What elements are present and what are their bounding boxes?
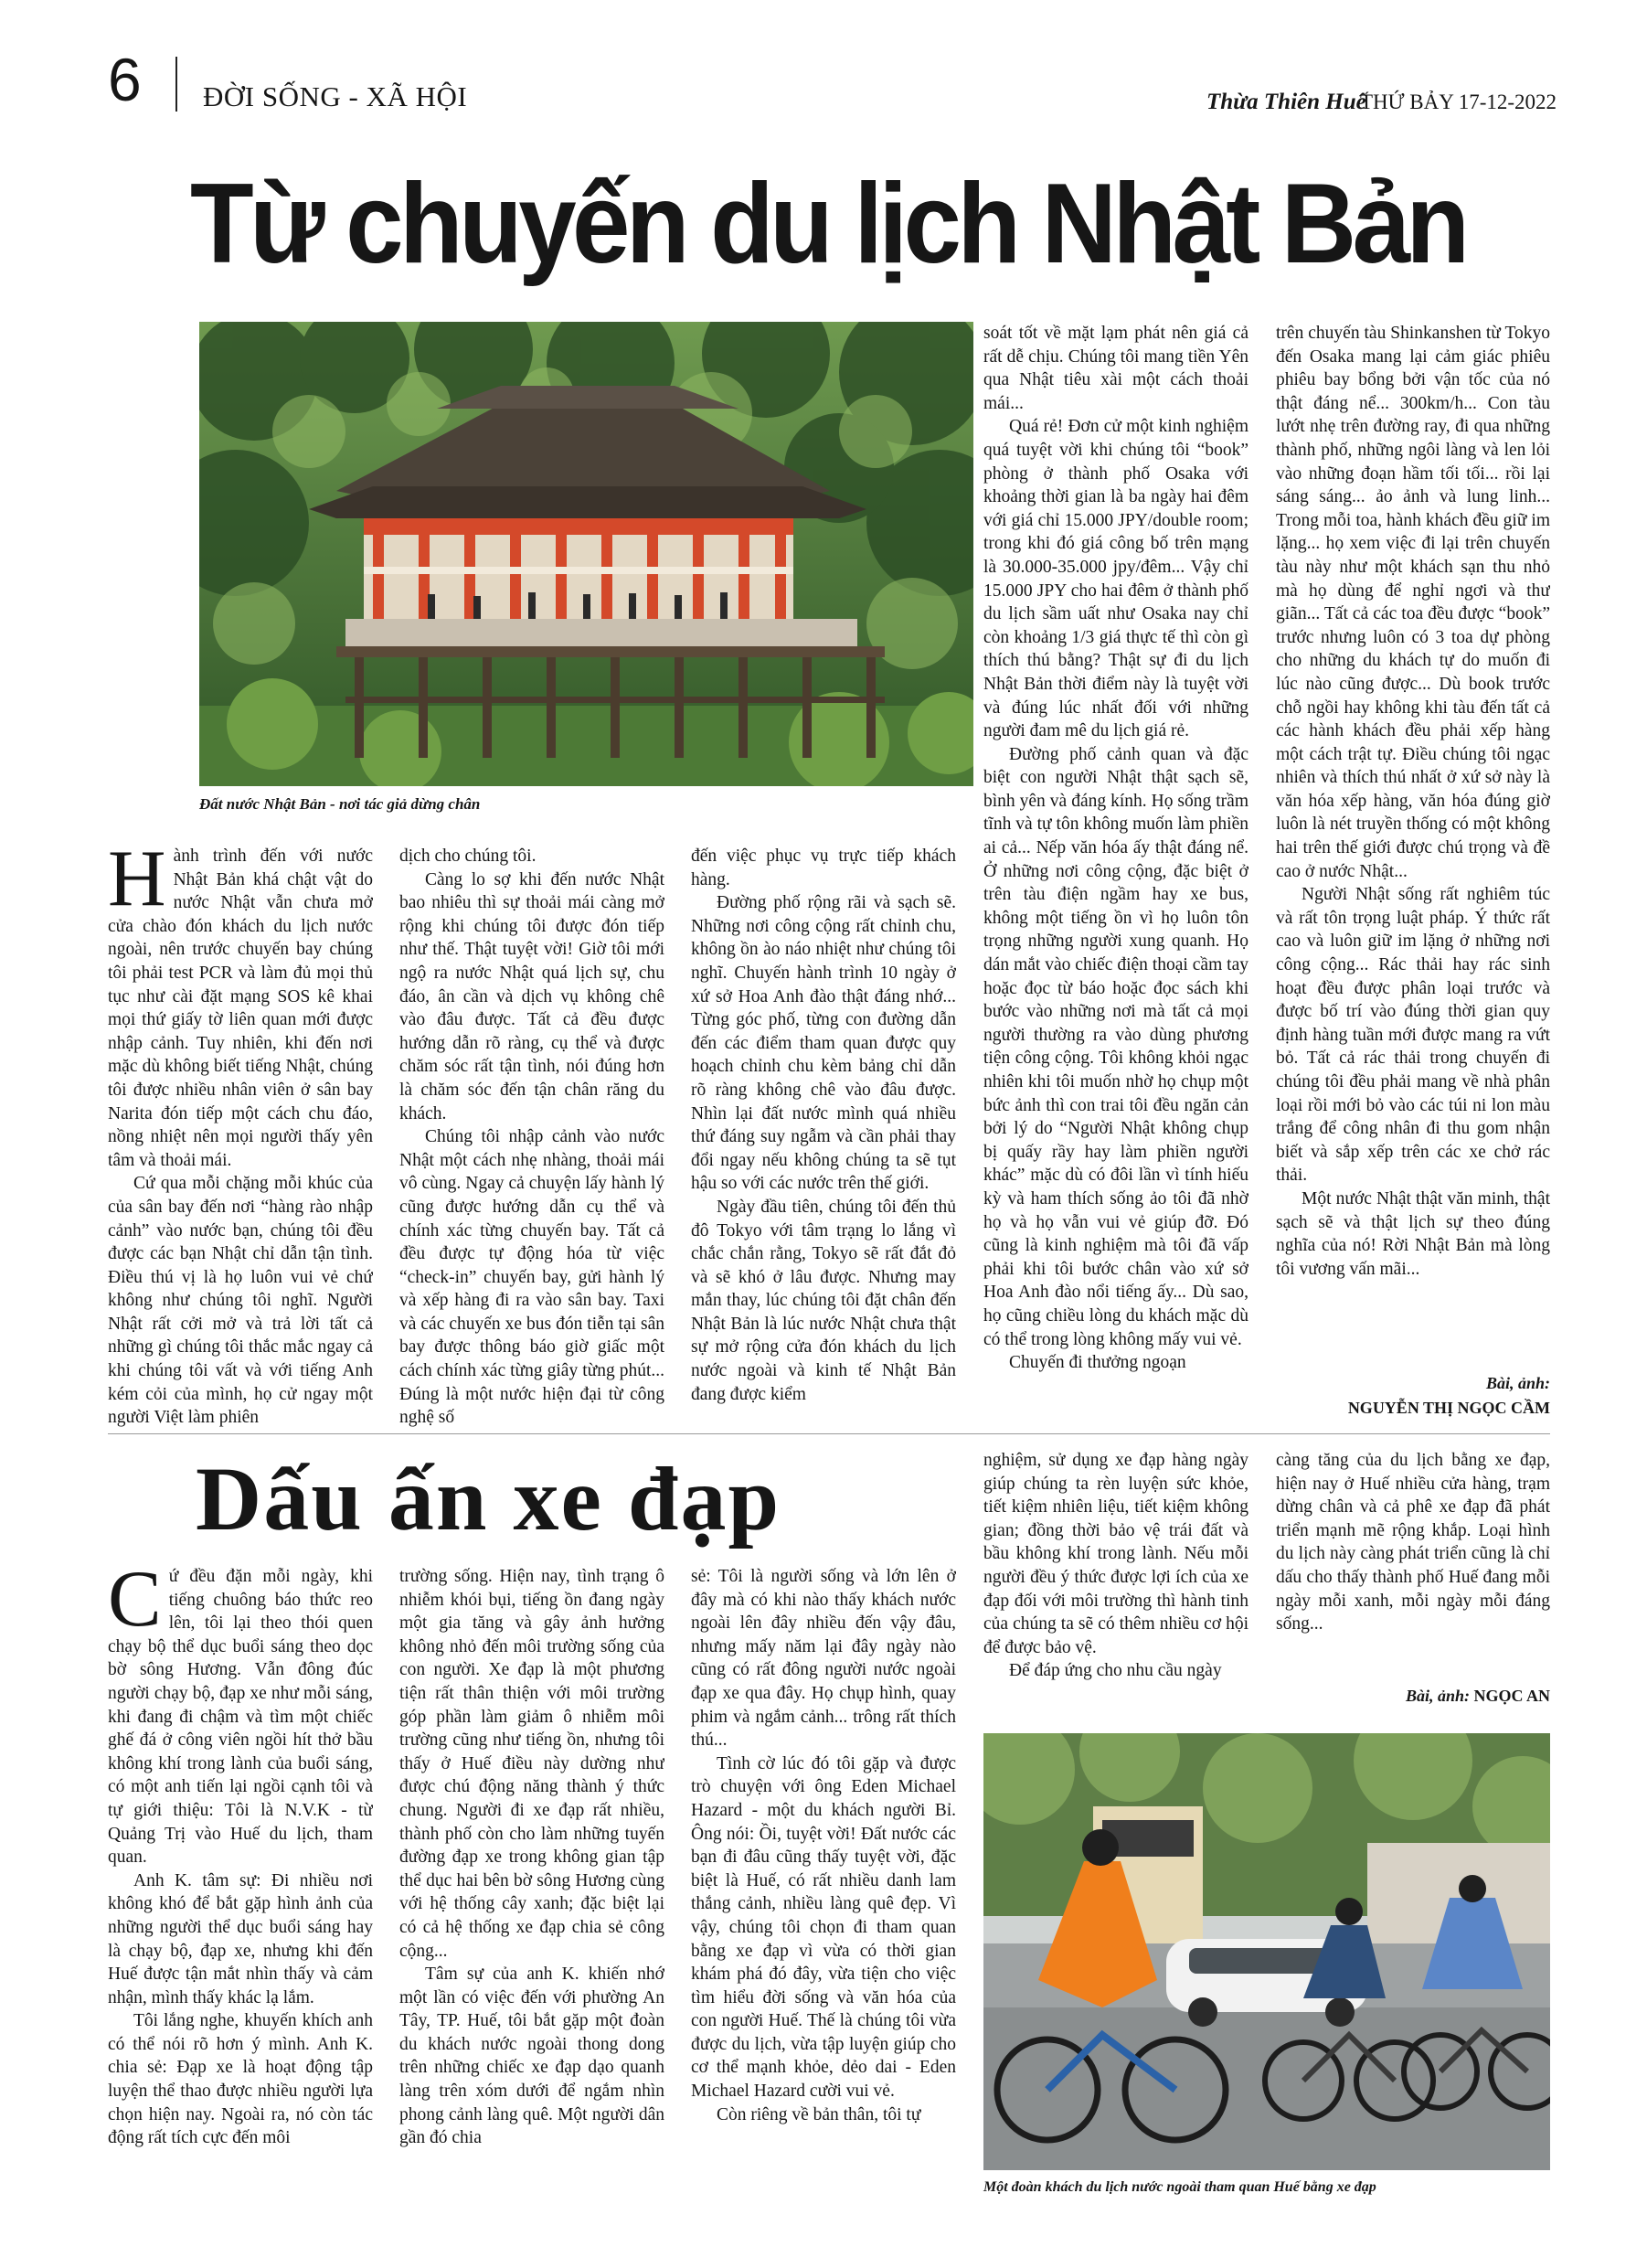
article1-column-2: [399, 845, 664, 1430]
article1-column-5: [1276, 322, 1550, 1350]
paragraph: Ngày đầu tiên, chúng tôi đến thủ đô Tokyo với tâm trạng lo lắng vì chắc chắn rằng, Tokyo sẽ rất đắt đỏ và sẽ khó ở lâu được. Nhưng may mắn thay, lúc chúng tôi đặt chân đến Nhật Bản là lúc nước Nhật chưa thật sự mở rộng cửa đón khách du lịch nước ngoài và kinh tế Nhật Bản đang được kiểm: [691, 1197, 956, 1404]
paragraph: trên chuyến tàu Shinkanshen từ Tokyo đến Osaka mang lại cảm giác phiêu phiêu bay bổng bởi vận tốc của nó thật đáng nể... 300km/h... Con tàu lướt nhẹ trên đường ray, đi qua những thành phố, những ngôi làng và len lỏi vào những đoạn hầm tối tối... rồi lại sáng sáng... ảo ảnh và lung linh... Trong mỗi toa, hành khách đều giữ im lặng... họ xem việc đi lại trên chuyến tàu này như một khách sạn thu nhỏ mà họ dùng để nghỉ ngơi và thư giãn... Tất cả các toa đều được “book” trước nhưng luôn có 3 toa dự phòng cho những du khách tự do muốn đi lúc nào cũng được... Dù book trước chỗ ngồi hay không khi tàu đến tất cả các hành khách đều phải xếp hàng một cách trật tự. Điều chúng tôi ngạc nhiên và thích thú nhất ở xứ sở này là văn hóa xếp hàng, văn hóa đúng giờ luôn là nét truyền thống có một không hai trên thế giới được chú trọng và đề cao ở nước Nhật...: [1276, 324, 1550, 881]
article1-column-3: [691, 845, 956, 1430]
paragraph: trường sống. Hiện nay, tình trạng ô nhiễm khói bụi, tiếng ồn đang ngày một gia tăng và gây ảnh hưởng không nhỏ đến môi trường sống của con người. Xe đạp là một phương tiện rất thân thiện với môi trường góp phần làm giảm ô nhiễm môi trường cũng như tiếng ồn, nhưng tôi thấy ở Huế điều này dường như được chú động năng thành ý thức chung. Người đi xe đạp rất nhiều, thành phố còn cho làm những tuyến đường đạp xe trong không gian tập thể dục hai bên bờ sông Hương cùng với hệ thống cây xanh; đặc biệt lại có cả hệ thống xe đạp chia sẻ công cộng...: [399, 1567, 664, 1961]
page-number: 6: [108, 46, 142, 113]
article1-headline: Từ chuyến du lịch Nhật Bản: [190, 161, 1466, 287]
temple-photo-illustration: [199, 322, 973, 786]
paragraph: Còn riêng về bản thân, tôi tự: [717, 2104, 921, 2124]
cyclists-photo-illustration: [983, 1733, 1550, 2170]
paragraph: Người Nhật sống rất nghiêm túc và rất tôn trọng luật pháp. Ý thức rất cao và luôn giữ im lặng ở những nơi công cộng... Rác thải hay rác sinh hoạt đều được phân loại trước và được bố trí vào đúng thời gian quy định hàng tuần mới được mang ra vứt bỏ. Tất cả rác thải trong chuyến đi chúng tôi đều phải mang về nhà phân loại rồi mới bỏ vào các túi ni lon màu trắng để công nhân đi thu gom nhận biết và sắp xếp trên các xe chở rác thải.: [1276, 885, 1550, 1186]
paragraph: ành trình đến với nước Nhật Bản khá chật vật do nước Nhật vẫn chưa mở cửa chào đón khách du lịch nước ngoài, nên trước chuyến bay chúng tôi phải test PCR và làm đủ mọi thủ tục như cài đặt mạng SOS kê khai mọi thứ giấy tờ liên quan mới được nhập cảnh. Tuy nhiên, khi đến nơi mặc dù không biết tiếng Nhật, chúng tôi được nhiều nhân viên ở sân bay Narita đón tiếp một cách chu đáo, nồng nhiệt nên mọi người thấy yên tâm và thoải mái.: [108, 847, 373, 1170]
article2-column-1: [108, 1565, 373, 2182]
newspaper-name: Thừa Thiên Huế: [1206, 90, 1366, 114]
paragraph: Quá rẻ! Đơn cử một kinh nghiệm quá tuyệt vời khi chúng tôi “book” phòng ở thành phố Osaka với khoảng thời gian là ba ngày hai đêm với giá chỉ 15.000 JPY/double room; trong khi đó giá công bố trên mạng là 30.000-35.000 jpy/đêm... Vậy chỉ 15.000 JPY cho hai đêm ở thành phố du lịch sầm uất như Osaka nay chỉ còn khoảng 1/3 giá thực tế thì còn gì thích thú bằng? Thật sự đi du lịch Nhật Bản thời điểm này là tuyệt vời và đúng lúc nhất đối với những người đam mê du lịch giá rẻ.: [983, 417, 1249, 741]
article2-credit-name: NGỌC AN: [1473, 1687, 1550, 1705]
article-separator: [108, 1433, 1550, 1434]
paragraph: Tôi lắng nghe, khuyến khích anh có thể nói rõ hơn ý mình. Anh K. chia sẻ: Đạp xe là hoạt động tập luyện thể thao được nhiều người lựa chọn hiện nay. Ngoài ra, nó còn tác động rất tích cực đến môi: [108, 2011, 373, 2148]
paragraph: đến việc phục vụ trực tiếp khách hàng.: [691, 847, 956, 889]
issue-date: THỨ BẢY 17-12-2022: [1360, 91, 1557, 113]
paragraph: Chuyến đi thưởng ngoạn: [1009, 1353, 1186, 1373]
article2-dropcap: C: [108, 1565, 162, 1644]
paragraph: Anh K. tâm sự: Đi nhiều nơi không khó để bắt gặp hình ảnh của những người thể dục buổi sáng hay là chạy bộ, đạp xe, nhưng khi đến Huế được tận mắt nhìn thấy và cảm nhận, mình thấy khác lạ lắm.: [108, 1870, 373, 2007]
paragraph: Để đáp ứng cho nhu cầu ngày: [1009, 1661, 1222, 1681]
paragraph: Đường phố rộng rãi và sạch sẽ. Những nơi công cộng rất chỉnh chu, không ồn ào náo nhiệt như chúng tôi nghĩ. Chuyến hành trình 10 ngày ở xứ sở Hoa Anh đào thật đáng nhớ... Từng góc phố, từng con đường dẫn đến các điểm tham quan được quy hoạch chỉnh chu kèm bảng chỉ dẫn rõ ràng không chê vào đâu được. Nhìn lại đất nước mình quá nhiều thứ đáng suy ngẫm và cần phải thay đổi ngay nếu không chúng ta sẽ tụt hậu so với các nước trên thế giới.: [691, 893, 956, 1194]
paragraph: ứ đều đặn mỗi ngày, khi tiếng chuông báo thức reo lên, tôi lại theo thói quen chạy bộ thể dục buổi sáng theo dọc bờ sông Hương. Vẫn đông đúc người chạy bộ, đạp xe như mỗi sáng, khi đang đi chậm và tìm một chiếc ghế đá ở công viên ngồi hít thở bầu không khí trong lành của buổi sáng, có một anh tiến lại ngồi cạnh tôi và tự giới thiệu: Tôi là N.V.K - từ Quảng Trị vào Huế du lịch, tham quan.: [108, 1567, 373, 1868]
header-divider: [175, 57, 177, 112]
article2-column-2: [399, 1565, 664, 2182]
article2-credit: [1276, 1687, 1550, 1706]
article1-dropcap: H: [108, 845, 166, 923]
paragraph: Càng lo sợ khi đến nước Nhật bao nhiêu thì sự thoải mái càng mở rộng khi chúng tôi được đón tiếp như thế. Thật tuyệt vời! Giờ tôi mới ngộ ra nước Nhật quá lịch sự, chu đáo, ân cần và dịch vụ không chê vào đâu được. Tất cả đều được hướng dẫn rõ ràng, cụ thể và được chăm sóc rất tận tình, nói đúng hơn là chăm sóc đến tận chân răng du khách.: [399, 869, 664, 1123]
paragraph: càng tăng của du lịch bằng xe đạp, hiện nay ở Huế nhiều cửa hàng, trạm dừng chân và cả phê xe đạp đã phát triển mạnh mẽ rộng khắp. Loại hình du lịch này càng phát triển cũng là chỉ dấu cho thấy thành phố Huế đang mỗi ngày mỗi xanh, mỗi ngày mỗi đáng sống...: [1276, 1451, 1550, 1634]
article2-column-5: [1276, 1449, 1550, 1677]
article2-photo: [983, 1733, 1550, 2170]
article2-headline: Dấu ấn xe đạp: [196, 1448, 781, 1549]
paragraph: Cứ qua mỗi chặng mỗi khúc của của sân bay đến nơi “hàng rào nhập cảnh” vào nước bạn, chúng tôi đều được các bạn Nhật chỉ dẫn tận tình. Điều thú vị là họ luôn vui vẻ chứ không như chúng tôi nghĩ. Người Nhật rất cởi mở và trả lời tất cả những gì chúng tôi thắc mắc ngay cả khi chúng tôi vất và với tiếng Anh kém cỏi của mình, họ cử ngay một người Việt làm phiên: [108, 1174, 373, 1428]
paragraph: nghiệm, sử dụng xe đạp hàng ngày giúp chúng ta rèn luyện sức khỏe, tiết kiệm nhiên liệu, tiết kiệm không gian; đồng thời bảo vệ trái đất và bầu không khí trong lành. Nếu mỗi người đều ý thức được lợi ích của xe đạp đối với môi trường thì hành tinh của chúng ta sẽ có thêm nhiều cơ hội để được bảo vệ.: [983, 1451, 1249, 1657]
paragraph: Đường phố cảnh quan và đặc biệt con người Nhật thật sạch sẽ, bình yên và đáng kính. Họ sống trầm tĩnh và tự tôn không muốn làm phiền ai cả... Nếp văn hóa ấy thật đáng nể. Ở những nơi công cộng, đặc biệt ở trên tàu điện ngầm hay xe bus, không một tiếng ồn vì họ luôn tôn trọng những người xung quanh. Họ dán mắt vào chiếc điện thoại cầm tay hoặc đọc từ báo hoặc đọc sách khi bước vào những nơi mà tất cả mọi người thường ra vào dùng phương tiện công cộng. Tôi không khỏi ngạc nhiên khi tôi muốn nhờ họ chụp một bức ảnh thì con trai tôi đều ngăn cản bởi lý do “Người Nhật không chụp bị quấy rầy hay làm phiền người khác” mặc dù có đôi lần vì tính hiếu kỳ và ham thích sống ảo tôi đã nhờ họ và họ vẫn vui vẻ giúp đỡ. Đó cũng là kinh nghiệm mà tôi đã vấp phải khi tôi bước chân vào xứ sở Hoa Anh đào nổi tiếng ấy... Dù sao, họ cũng chiều lòng du khách mặc dù có thể trong lòng không mấy vui vẻ.: [983, 744, 1249, 1349]
article2-photo-caption: Một đoàn khách du lịch nước ngoài tham quan Huế bằng xe đạp: [983, 2179, 1376, 2195]
paragraph: Chúng tôi nhập cảnh vào nước Nhật một cách nhẹ nhàng, thoải mái vô cùng. Ngay cả chuyện lấy hành lý cũng được hướng dẫn cụ thể và chính xác từng chuyến bay. Tất cả đều được tự động hóa từ việc “check-in” chuyến bay, gửi hành lý và xếp hàng đi ra vào sân bay. Taxi và các chuyến xe bus đón tiễn tại sân bay được thông báo giờ giấc một cách chính xác từng giây từng phút... Đúng là một nước hiện đại từ công nghệ số: [399, 1127, 664, 1428]
paragraph: sẻ: Tôi là người sống và lớn lên ở đây mà có khi nào thấy khách nước ngoài lên đây nhiều đến vậy đâu, nhưng mấy năm lại đây ngày nào cũng có rất đông người nước ngoài đạp xe qua đây. Họ chụp hình, quay phim và ngắm cảnh... trông rất thích thú...: [691, 1567, 956, 1751]
paragraph: Tâm sự của anh K. khiến nhớ một lần có việc đến với phường An Tây, TP. Huế, tôi bắt gặp một đoàn du khách nước ngoài thong dong trên những chiếc xe đạp dạo quanh làng trên xóm dưới để ngắm nhìn phong cảnh làng quê. Một người dân gần đó chia: [399, 1965, 664, 2148]
article2-column-3: [691, 1565, 956, 2182]
paragraph: dịch cho chúng tôi.: [399, 847, 537, 866]
article1-photo: [199, 322, 973, 786]
article1-credit-label: Bài, ảnh:: [1485, 1374, 1550, 1392]
article1-photo-caption: Đất nước Nhật Bản - nơi tác giả dừng chân: [199, 795, 481, 813]
article2-credit-label: Bài, ảnh:: [1405, 1687, 1470, 1705]
section-title: ĐỜI SỐNG - XÃ HỘI: [203, 80, 468, 112]
article1-column-4: [983, 322, 1249, 1423]
article1-credit-name: NGUYỄN THỊ NGỌC CẦM: [1347, 1399, 1550, 1417]
paragraph: Tình cờ lúc đó tôi gặp và được trò chuyện với ông Eden Michael Hazard - một du khách người Bỉ. Ông nói: Ồi, tuyệt vời! Đất nước các bạn đi đâu cũng thấy tuyệt vời, đặc biệt là Huế, có rất nhiều danh lam thắng cảnh, nhiều làng quê đẹp. Vì vậy, chúng tôi chọn đi tham quan bằng xe đạp vì vừa có thời gian khám phá đó đây, vừa tiện cho việc tìm hiểu đời sống và văn hóa của con người Huế. Thế là chúng tôi vừa được du lịch, vừa tập luyện giúp cho cơ thể mạnh khỏe, dẻo dai - Eden Michael Hazard cười vui vẻ.: [691, 1753, 956, 2102]
article2-column-4: [983, 1449, 1249, 1709]
paragraph: Một nước Nhật thật văn minh, thật sạch sẽ và thật lịch sự theo đúng nghĩa của nó! Rời Nhật Bản mà lòng tôi vương vấn mãi...: [1276, 1188, 1550, 1279]
paragraph: soát tốt về mặt lạm phát nên giá cả rất dễ chịu. Chúng tôi mang tiền Yên qua Nhật tiêu xài một cách thoải mái...: [983, 324, 1249, 413]
article1-column-1: [108, 845, 373, 1430]
